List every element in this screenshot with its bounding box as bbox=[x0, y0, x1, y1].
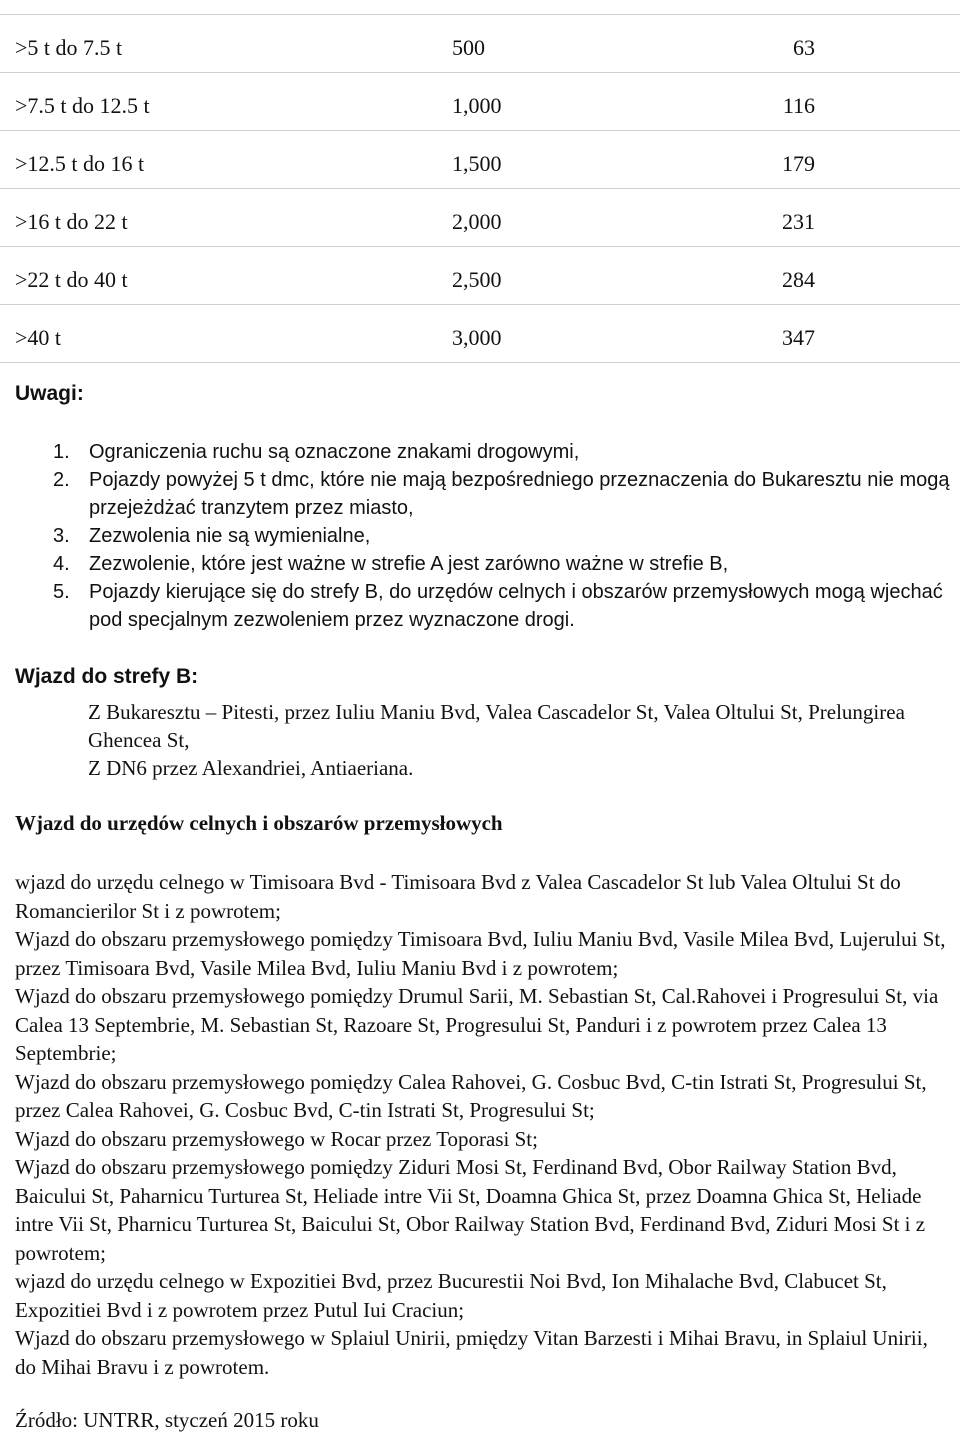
list-item-number: 1. bbox=[53, 441, 70, 463]
fee-cell: 231 bbox=[782, 209, 815, 234]
table-row bbox=[0, 130, 960, 188]
list-item-text: Pojazdy kierujące się do strefy B, do urzędów celnych i obszarów przemysłowych mogą wjechać pod specjalnym zezwoleniem przez wyznaczone drogi. bbox=[89, 581, 943, 631]
route-paragraph: Wjazd do obszaru przemysłowego w Splaiul Unirii, pmiędzy Vitan Barzesti i Mihai Bravu, in Splaiul Unirii, do Mihai Bravu i z powrotem. bbox=[15, 1326, 928, 1379]
table-row bbox=[0, 246, 960, 304]
list-item-number: 5. bbox=[53, 581, 70, 603]
zone-b-route-2: Z DN6 przez Alexandriei, Antiaeriana. bbox=[88, 756, 414, 780]
fee-cell: 116 bbox=[782, 93, 815, 118]
list-item bbox=[53, 522, 953, 550]
value-cell: 3,000 bbox=[452, 325, 502, 350]
route-paragraph: Wjazd do obszaru przemysłowego pomiędzy Calea Rahovei, G. Cosbuc Bvd, C-tin Istrati St, Progresului St, przez Calea Rahovei, G. Cosbuc Bvd, C-tin Istrati St, Progresului St; bbox=[15, 1069, 927, 1122]
fee-cell: 179 bbox=[782, 151, 815, 176]
weight-cell: >16 t do 22 t bbox=[15, 209, 128, 234]
value-cell: 2,000 bbox=[452, 209, 502, 234]
zone-b-heading: Wjazd do strefy B: bbox=[15, 665, 199, 688]
table-row bbox=[0, 188, 960, 246]
route-paragraph: Wjazd do obszaru przemysłowego pomiędzy Ziduri Mosi St, Ferdinand Bvd, Obor Railway Station Bvd, Baicului St, Paharnicu Turturea St, Heliade intre Vii St, Doamna Ghica St, przez Doamna Ghica St, Heliade intre Vii St, Pharnicu Turturea St, Baicului St, Obor Railway Station Bvd, Ferdinand Bvd, Ziduri Mosi St i z powrotem; bbox=[15, 1155, 926, 1265]
zone-b-route-1: Z Bukaresztu – Pitesti, przez Iuliu Maniu Bvd, Valea Cascadelor St, Valea Oltului St, Prelungirea Ghencea St, bbox=[88, 700, 905, 752]
customs-heading: Wjazd do urzędów celnych i obszarów przemysłowych bbox=[15, 811, 503, 835]
notes-list bbox=[53, 438, 953, 634]
route-paragraph: wjazd do urzędu celnego w Expozitiei Bvd, przez Bucurestii Noi Bvd, Ion Mihalache Bvd, Clabucet St, Expozitiei Bvd i z powrotem przez Putul Iui Craciun; bbox=[15, 1269, 887, 1322]
weight-cell: >7.5 t do 12.5 t bbox=[15, 93, 150, 118]
route-paragraph: Wjazd do obszaru przemysłowego w Rocar przez Toporasi St; bbox=[15, 1126, 538, 1151]
weight-cell: >40 t bbox=[15, 325, 62, 350]
zone-b-body bbox=[88, 698, 928, 782]
list-item-text: Zezwolenia nie są wymienialne, bbox=[89, 525, 371, 547]
list-item-text: Zezwolenie, które jest ważne w strefie A jest zarówno ważne w strefie B, bbox=[89, 553, 729, 575]
list-item-text: Ograniczenia ruchu są oznaczone znakami drogowymi, bbox=[89, 441, 580, 463]
value-cell: 2,500 bbox=[452, 267, 502, 292]
route-paragraph: Wjazd do obszaru przemysłowego pomiędzy Drumul Sarii, M. Sebastian St, Cal.Rahovei i Progresului St, via Calea 13 Septembrie, M. Sebastian St, Razoare St, Progresului St, Panduri i z powrotem przez Calea 13 Septembrie; bbox=[15, 984, 939, 1065]
value-cell: 500 bbox=[452, 35, 485, 60]
value-cell: 1,500 bbox=[452, 151, 502, 176]
weight-cell: >5 t do 7.5 t bbox=[15, 35, 123, 60]
list-item-number: 4. bbox=[53, 553, 70, 575]
weight-fee-table bbox=[0, 14, 960, 363]
list-item-number: 3. bbox=[53, 525, 70, 547]
weight-cell: >22 t do 40 t bbox=[15, 267, 128, 292]
list-item bbox=[53, 438, 953, 466]
list-item-text: Pojazdy powyżej 5 t dmc, które nie mają bezpośredniego przeznaczenia do Bukaresztu nie mogą przejeżdżać tranzytem przez miasto, bbox=[89, 469, 950, 519]
fee-cell: 284 bbox=[782, 267, 815, 292]
list-item bbox=[53, 466, 953, 522]
value-cell: 1,000 bbox=[452, 93, 502, 118]
table-row bbox=[0, 304, 960, 363]
table-row bbox=[0, 14, 960, 72]
fee-cell: 347 bbox=[782, 325, 815, 350]
table-row bbox=[0, 72, 960, 130]
weight-cell: >12.5 t do 16 t bbox=[15, 151, 145, 176]
list-item bbox=[53, 578, 953, 634]
notes-heading: Uwagi: bbox=[15, 382, 84, 405]
route-paragraph: Wjazd do obszaru przemysłowego pomiędzy Timisoara Bvd, Iuliu Maniu Bvd, Vasile Milea Bvd, Lujerului St, przez Timisoara Bvd, Vasile Milea Bvd, Iuliu Maniu Bvd i z powrotem; bbox=[15, 927, 946, 980]
customs-body bbox=[15, 868, 950, 1381]
list-item-number: 2. bbox=[53, 469, 70, 491]
fee-cell: 63 bbox=[793, 35, 815, 60]
source-note: Źródło: UNTRR, styczeń 2015 roku bbox=[15, 1408, 319, 1432]
route-paragraph: wjazd do urzędu celnego w Timisoara Bvd - Timisoara Bvd z Valea Cascadelor St lub Valea Oltului St do Romancierilor St i z powrotem; bbox=[15, 870, 901, 923]
list-item bbox=[53, 550, 953, 578]
